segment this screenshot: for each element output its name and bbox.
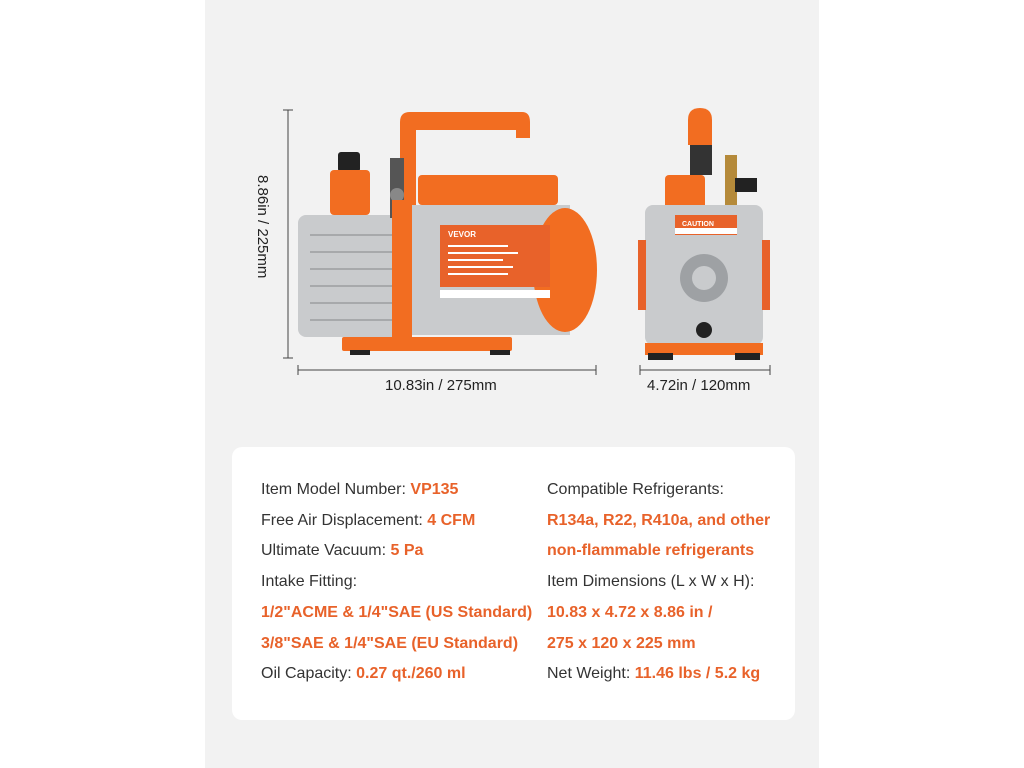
pump-front-view [630, 100, 780, 385]
spec-ultimate-vacuum [261, 542, 423, 560]
spec-refrigerants-line1: R134a, R22, R410a, and other [547, 512, 771, 529]
spec-model [261, 481, 458, 499]
spec-intake-label: Intake Fitting: [261, 573, 358, 590]
spec-card [232, 447, 795, 720]
spec-intake-us: 1/2"ACME & 1/4"SAE (US Standard) [261, 604, 533, 621]
spec-dimensions-label: Item Dimensions (L x W x H): [547, 573, 755, 590]
spec-oil-capacity [261, 665, 466, 683]
spec-vacuum-label: Ultimate Vacuum: [261, 542, 391, 559]
spec-model-label: Item Model Number: [261, 481, 411, 498]
spec-weight-value: 11.46 lbs / 5.2 kg [634, 665, 761, 682]
spec-refrigerants-label: Compatible Refrigerants: [547, 481, 724, 498]
spec-weight-label: Net Weight: [547, 665, 635, 682]
spec-dimensions-in: 10.83 x 4.72 x 8.86 in / [547, 604, 713, 621]
spec-dimensions-mm: 275 x 120 x 225 mm [547, 635, 696, 652]
height-dimension-label: 8.86in / 225mm [254, 175, 271, 279]
pump-side-view [280, 100, 610, 390]
spec-air-displacement [261, 512, 475, 530]
length-dimension-label: 10.83in / 275mm [385, 377, 497, 394]
caution-label: CAUTION [682, 221, 714, 228]
spec-net-weight [547, 665, 760, 683]
spec-model-value: VP135 [410, 481, 459, 498]
spec-oil-value: 0.27 qt./260 ml [356, 665, 466, 682]
brand-label: VEVOR [448, 230, 477, 239]
spec-air-value: 4 CFM [427, 512, 476, 529]
spec-vacuum-value: 5 Pa [390, 542, 424, 559]
spec-refrigerants-line2: non-flammable refrigerants [547, 542, 755, 559]
width-dimension-label: 4.72in / 120mm [647, 377, 751, 394]
spec-oil-label: Oil Capacity: [261, 665, 357, 682]
spec-intake-eu: 3/8"SAE & 1/4"SAE (EU Standard) [261, 635, 519, 652]
spec-air-label: Free Air Displacement: [261, 512, 428, 529]
